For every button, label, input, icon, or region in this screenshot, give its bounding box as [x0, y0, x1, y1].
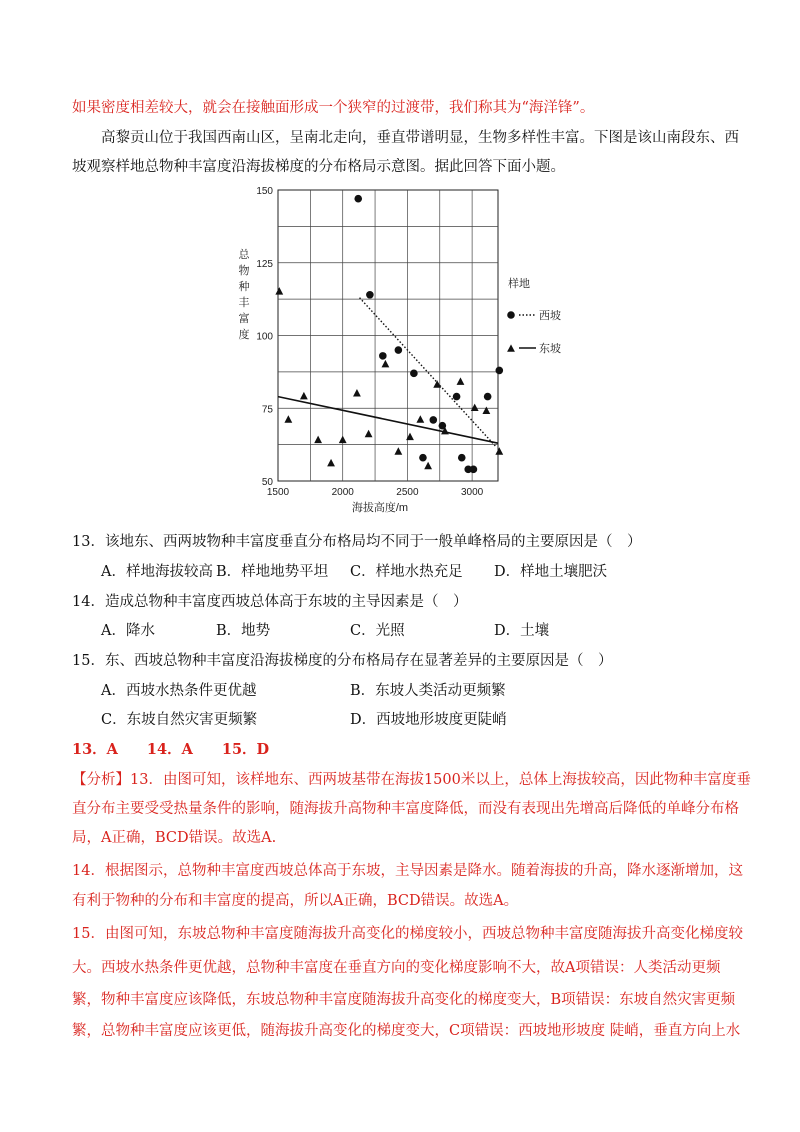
legend-label-west: 西坡	[539, 310, 561, 322]
y-axis-label-char: 度	[238, 329, 250, 341]
legend-circle-marker	[507, 311, 515, 319]
west-slope-point	[395, 346, 403, 354]
east-slope-point	[300, 392, 308, 399]
east-slope-point	[482, 406, 490, 413]
east-slope-point	[327, 459, 335, 466]
question-stem-line2: 坡观察样地总物种丰富度沿海拔梯度的分布格局示意图。据此回答下面小题。	[72, 159, 565, 175]
east-slope-point	[339, 436, 347, 443]
y-axis-label	[239, 248, 251, 341]
q15-option-d[interactable]: D．西坡地形坡度更陡峭	[350, 712, 507, 728]
x-tick-label: 2000	[331, 487, 354, 498]
analysis-line: 局，A正确，BCD错误。故选A.	[72, 830, 277, 846]
y-axis-label-char: 种	[238, 281, 250, 293]
x-tick-label: 2500	[396, 487, 419, 498]
west-slope-point	[453, 393, 461, 401]
x-tick-label: 3000	[460, 487, 484, 498]
species-richness-chart	[236, 182, 566, 522]
legend-label-east: 东坡	[539, 343, 561, 355]
east-slope-point	[353, 389, 361, 396]
q15-stem: 15．东、西坡总物种丰富度沿海拔梯度的分布格局存在显著差异的主要原因是（ ）	[72, 653, 613, 669]
east-slope-point	[495, 447, 503, 454]
answer-key: 13．A 14．A 15．D	[72, 741, 270, 758]
x-tick-label: 1500	[266, 487, 290, 498]
y-tick-label: 125	[256, 258, 273, 270]
west-slope-point	[484, 393, 492, 401]
q15-option-b[interactable]: B．东坡人类活动更频繁	[350, 683, 506, 699]
west-slope-point	[458, 454, 466, 462]
east-slope-point	[394, 447, 402, 454]
analysis-line: 15．由图可知，东坡总物种丰富度随海拔升高变化的梯度较小，西坡总物种丰富度随海拔升高变化梯度较	[72, 926, 743, 942]
q13-option-a[interactable]: A．样地海拔较高	[101, 564, 213, 580]
west-slope-point	[410, 370, 418, 378]
q13-option-b[interactable]: B．样地地势平坦	[216, 564, 329, 580]
west-slope-point	[429, 416, 437, 424]
analysis-line: 繁，物种丰富度应该降低，东坡总物种丰富度随海拔升高变化的梯度变大，B项错误：东坡自然灾害更频	[72, 992, 736, 1008]
y-axis-label-char: 总	[238, 249, 250, 261]
q13-option-d[interactable]: D．样地土壤肥沃	[494, 564, 608, 580]
q14-option-b[interactable]: B．地势	[216, 623, 271, 639]
q14-option-d[interactable]: D．土壤	[494, 623, 550, 639]
east-slope-trend-line	[278, 397, 498, 444]
analysis-line: 直分布主要受受热量条件的影响，随海拔升高物种丰富度降低，而没有表现出先增高后降低的单峰分布格	[72, 801, 739, 817]
east-slope-point	[365, 430, 373, 437]
analysis-line: 大。西坡水热条件更优越，总物种丰富度在垂直方向的变化梯度影响不大，故A项错误：人类活动更频	[72, 960, 721, 976]
east-slope-point	[416, 415, 424, 422]
y-axis-label-char: 物	[238, 265, 250, 277]
legend-title: 样地	[508, 278, 530, 290]
west-slope-point	[366, 291, 374, 299]
east-slope-point	[275, 287, 283, 294]
question-stem-line1: 高黎贡山位于我国西南山区，呈南北走向，垂直带谱明显，生物多样性丰富。下图是该山南段东、西	[101, 130, 739, 146]
east-slope-point	[382, 360, 390, 367]
q15-option-a[interactable]: A．西坡水热条件更优越	[101, 683, 257, 699]
analysis-line: 有利于物种的分布和丰富度的提高，所以A正确，BCD错误。故选A。	[72, 893, 519, 909]
east-slope-point	[457, 377, 465, 384]
analysis-line: 14．根据图示，总物种丰富度西坡总体高于东坡，主导因素是降水。随着海拔的升高，降水逐渐增加，这	[72, 863, 743, 879]
west-slope-point	[495, 367, 503, 375]
legend	[507, 276, 561, 355]
y-tick-label: 100	[256, 331, 273, 343]
y-tick-label: 75	[261, 404, 273, 416]
axis-ticks	[256, 186, 483, 514]
analysis-line: 【分析】13．由图可知，该样地东、西两坡基带在海拔1500米以上，总体上海拔较高，因此物种丰富度垂	[72, 772, 751, 788]
intro-tail-text: 如果密度相差较大，就会在接触面形成一个狭窄的过渡带，我们称其为“海洋锋”。	[72, 100, 595, 116]
y-tick-label: 150	[256, 186, 273, 197]
west-slope-point	[470, 466, 478, 474]
legend-triangle-marker	[507, 344, 515, 351]
x-axis-label: 海拔高度/m	[351, 502, 409, 514]
q14-stem: 14．造成总物种丰富度西坡总体高于东坡的主导因素是（ ）	[72, 594, 468, 610]
analysis-line: 繁，总物种丰富度应该更低，随海拔升高变化的梯度变大，C项错误：西坡地形坡度 陡峭，垂直方向上水	[72, 1023, 741, 1039]
east-slope-point	[314, 436, 322, 443]
west-slope-point	[419, 454, 427, 462]
east-slope-point	[424, 462, 432, 469]
y-axis-label-char: 丰	[238, 297, 250, 309]
data-points	[275, 195, 503, 473]
q14-option-a[interactable]: A．降水	[101, 623, 155, 639]
y-axis-label-char: 富	[238, 313, 250, 325]
q15-option-c[interactable]: C．东坡自然灾害更频繁	[101, 712, 258, 728]
q14-option-c[interactable]: C．光照	[350, 623, 405, 639]
q13-stem: 13．该地东、西两坡物种丰富度垂直分布格局均不同于一般单峰格局的主要原因是（ ）	[72, 534, 642, 550]
east-slope-point	[284, 415, 292, 422]
q13-option-c[interactable]: C．样地水热充足	[350, 564, 463, 580]
west-slope-point	[354, 195, 362, 203]
chart-grid	[278, 190, 498, 481]
y-tick-label: 50	[261, 477, 273, 488]
west-slope-point	[379, 352, 387, 360]
